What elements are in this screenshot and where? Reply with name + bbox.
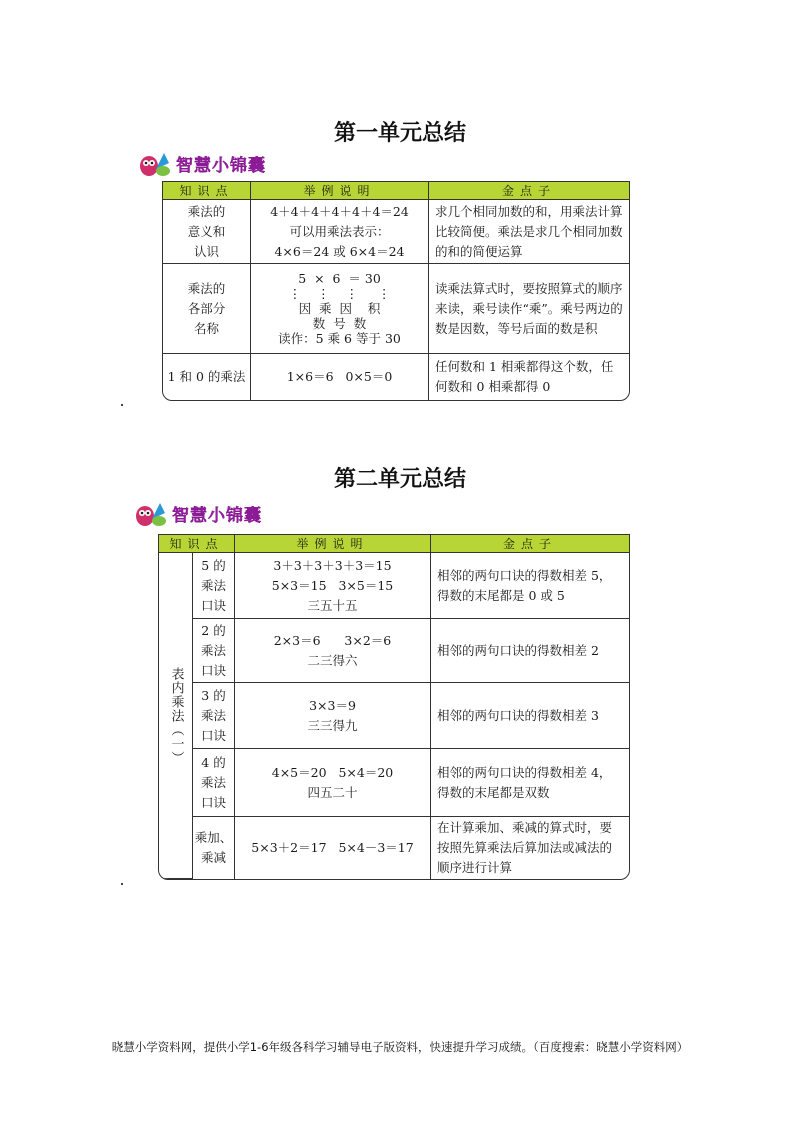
row-example: 4＋4＋4＋4＋4＋4＝24 可以用乘法表示： 4×6＝24 或 6×4＝24	[251, 200, 429, 264]
scan-dot	[121, 404, 123, 406]
row-example: 2×3＝6 3×2＝6 二三得六	[235, 619, 431, 683]
table-row	[159, 683, 629, 749]
row-example: 5 × 6 ＝ 30 ⋮ ⋮ ⋮ ⋮ 因 乘 因 积 数 号 数 读作：5 乘 6 等于 30	[251, 264, 429, 354]
row-tip: 相邻的两句口诀的得数相差 4，得数的末尾都是双数	[431, 749, 629, 817]
row-tip: 相邻的两句口诀的得数相差 3	[431, 683, 629, 749]
table-row	[163, 354, 629, 400]
row-tip: 相邻的两句口诀的得数相差 2	[431, 619, 629, 683]
row-topic: 2 的 乘法 口诀	[193, 619, 235, 683]
table-row	[159, 749, 629, 817]
row-tip: 读乘法算式时，要按照算式的顺序来读，乘号读作“乘”。乘号两边的数是因数，等号后面的数是积	[429, 264, 629, 354]
row-topic: 1 和 0 的乘法	[163, 354, 251, 400]
header-tip: 金点子	[431, 535, 629, 553]
header-example: 举例说明	[251, 182, 429, 200]
table-row	[159, 619, 629, 683]
header-tip: 金点子	[429, 182, 629, 200]
header-example: 举例说明	[235, 535, 431, 553]
header-knowledge-point: 知识点	[163, 182, 251, 200]
row-topic: 乘法的 各部分 名称	[163, 264, 251, 354]
table-row	[163, 200, 629, 264]
unit2-badge	[134, 499, 262, 527]
unit1-badge-label: 智慧小锦囊	[176, 155, 266, 176]
row-topic: 乘法的 意义和 认识	[163, 200, 251, 264]
table-row	[159, 553, 629, 619]
row-example: 3×3＝9 三三得九	[235, 683, 431, 749]
row-example: 4×5＝20 5×4＝20 四五二十	[235, 749, 431, 817]
row-topic: 乘加、 乘减	[193, 817, 235, 879]
scan-dot	[121, 883, 123, 885]
unit1-summary-table	[162, 181, 630, 401]
unit2-summary-table	[158, 534, 630, 880]
row-tip: 求几个相同加数的和，用乘法计算比较简便。乘法是求几个相同加数的和的简便运算	[429, 200, 629, 264]
table-row	[159, 817, 629, 879]
row-topic: 5 的 乘法 口诀	[193, 553, 235, 619]
row-topic: 3 的 乘法 口诀	[193, 683, 235, 749]
row-example: 3＋3＋3＋3＋3＝15 5×3＝15 3×5＝15 三五十五	[235, 553, 431, 619]
table-header-row	[159, 535, 629, 553]
table-row	[163, 264, 629, 354]
group-label-cell	[159, 553, 193, 879]
row-tip: 相邻的两句口诀的得数相差 5，得数的末尾都是 0 或 5	[431, 553, 629, 619]
row-example: 5×3＋2＝17 5×4－3＝17	[235, 817, 431, 879]
unit2-title: 第二单元总结	[333, 467, 466, 492]
row-tip: 在计算乘加、乘减的算式时，要按照先算乘法后算加法或减法的顺序进行计算	[437, 820, 613, 875]
unit1-title: 第一单元总结	[333, 121, 466, 146]
row-tip: 任何数和 1 相乘都得这个数，任何数和 0 相乘都得 0	[435, 359, 614, 394]
table-header-row	[163, 182, 629, 200]
group-label: 表内乘法（一）	[168, 666, 184, 765]
page-footer: 晓慧小学资料网，提供小学1-6年级各科学习辅导电子版资料，快速提升学习成绩。（百度搜索：晓慧小学资料网）	[111, 1040, 689, 1054]
unit1-badge	[138, 149, 266, 177]
header-knowledge-point: 知识点	[159, 535, 235, 553]
owl-mascot-icon	[134, 499, 168, 527]
owl-mascot-icon	[138, 149, 172, 177]
row-topic: 4 的 乘法 口诀	[193, 749, 235, 817]
row-example: 1×6＝6 0×5＝0	[251, 354, 429, 400]
unit2-badge-label: 智慧小锦囊	[172, 505, 262, 526]
